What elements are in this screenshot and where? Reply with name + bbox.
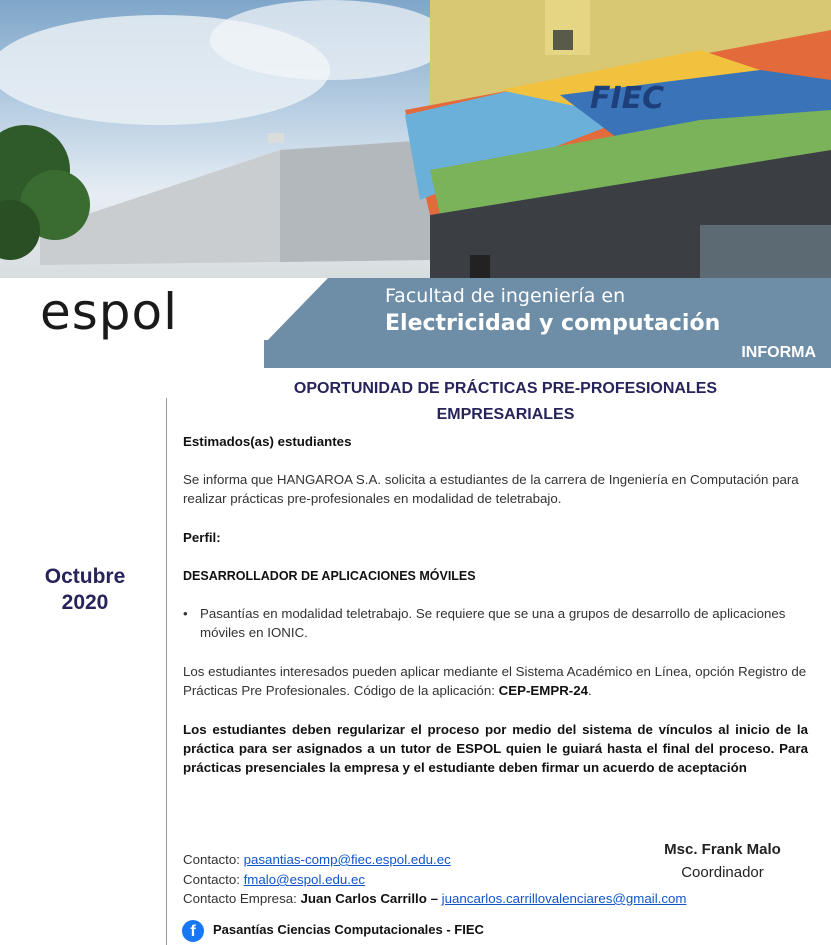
perfil-label: Perfil:	[183, 530, 221, 545]
company-contact-name: Juan Carlos Carrillo –	[300, 891, 438, 906]
espol-logo: espol	[40, 283, 179, 341]
apply-end: .	[588, 683, 592, 698]
contact-line-2	[183, 872, 365, 887]
bullet-dot: •	[183, 606, 188, 621]
intro-paragraph: Se informa que HANGAROA S.A. solicita a estudiantes de la carrera de Ingeniería en Computación para realizar prácticas pre-profesionales en modalidad de teletrabajo.	[183, 472, 799, 506]
column-divider	[166, 398, 167, 945]
faculty-name-line1: Facultad de ingeniería en	[385, 285, 626, 307]
contact-company-label: Contacto Empresa:	[183, 891, 301, 906]
contact-line-1	[183, 852, 451, 867]
email-link-company[interactable]: juancarlos.carrillovalenciares@gmail.com	[441, 891, 687, 906]
facebook-icon[interactable]: f	[182, 920, 204, 942]
signature-name: Msc. Frank Malo	[664, 841, 781, 858]
informa-label: INFORMA	[741, 344, 816, 361]
contact-label: Contacto:	[183, 872, 244, 887]
notice-paragraph: Los estudiantes deben regularizar el proceso por medio del sistema de vínculos al inicio de la práctica para ser asignados a un tutor de ESPOL quien le guiará hasta el final del proceso. Para prácticas presenciales la empresa y el estudiante deben firmar un acuerdo de aceptación	[183, 722, 808, 775]
apply-text: Los estudiantes interesados pueden aplicar mediante el Sistema Académico en Línea, opción Registro de Prácticas Pre Profesionales. Código de la aplicación:	[183, 664, 807, 698]
contact-label: Contacto:	[183, 852, 244, 867]
title-line1: OPORTUNIDAD DE PRÁCTICAS PRE-PROFESIONALES	[293, 380, 718, 397]
hero-photo	[0, 0, 831, 278]
signature-role: Coordinador	[681, 864, 764, 881]
email-link-pasantias[interactable]: pasantias-comp@fiec.espol.edu.ec	[243, 852, 451, 867]
apply-code: CEP-EMPR-24	[498, 683, 589, 698]
date-month: Octubre	[44, 565, 126, 588]
facebook-page-label: Pasantías Ciencias Computacionales - FIEC	[213, 922, 484, 937]
apply-paragraph	[183, 662, 808, 700]
building-illustration	[0, 0, 831, 278]
date-year: 2020	[61, 591, 109, 614]
mural-logo: FIEC	[590, 81, 665, 116]
greeting: Estimados(as) estudiantes	[183, 434, 352, 449]
contact-line-3	[183, 891, 686, 906]
bullet-text: Pasantías en modalidad teletrabajo. Se requiere que se una a grupos de desarrollo de aplicaciones móviles en IONIC.	[200, 606, 786, 640]
title-line2: EMPRESARIALES	[436, 406, 575, 423]
email-link-fmalo[interactable]: fmalo@espol.edu.ec	[243, 872, 366, 887]
job-title: DESARROLLADOR DE APLICACIONES MÓVILES	[183, 569, 476, 583]
faculty-name-line2: Electricidad y computación	[385, 311, 721, 336]
